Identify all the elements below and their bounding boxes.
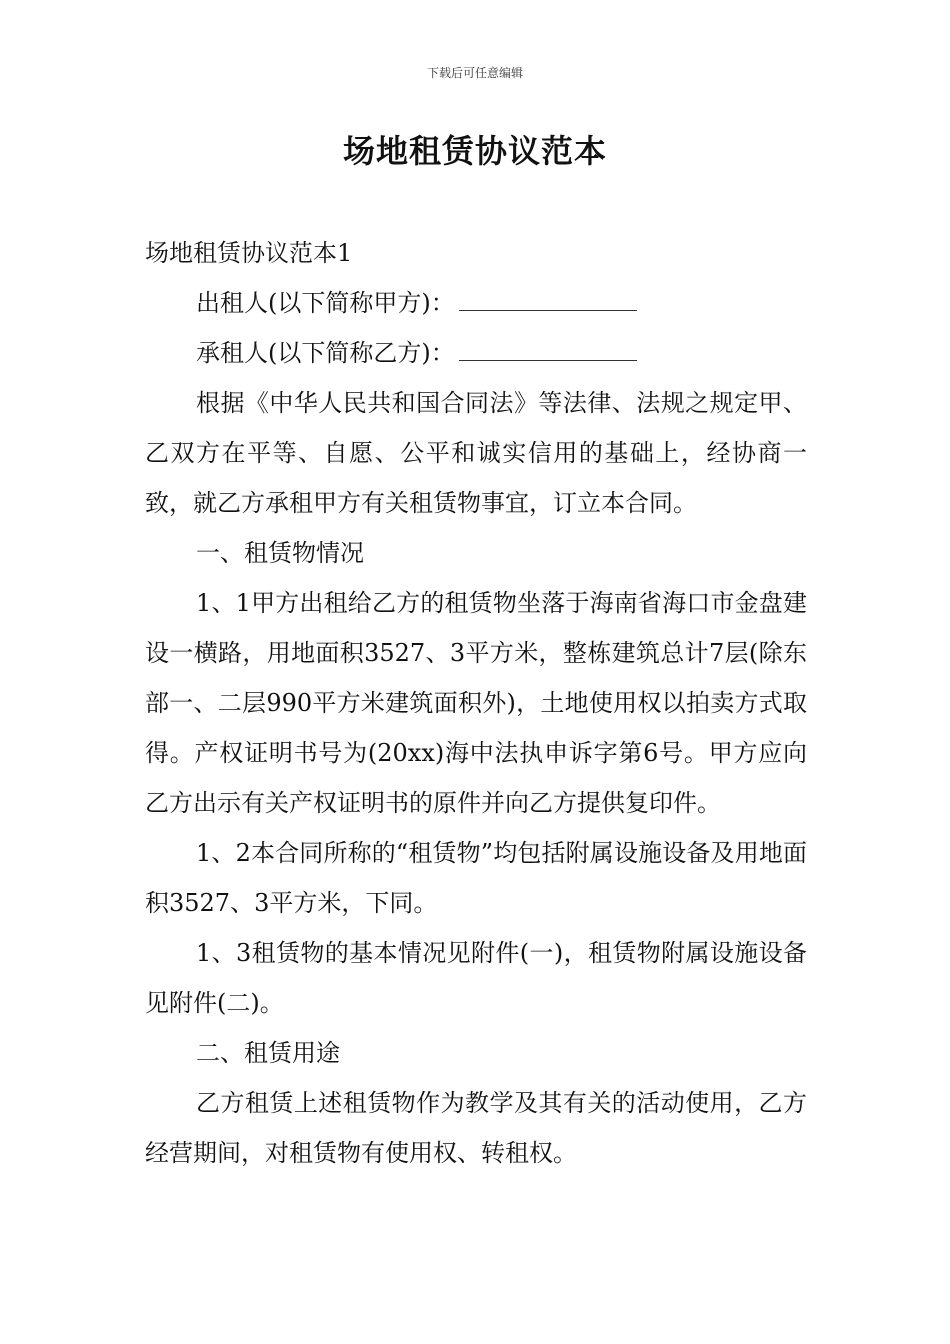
document-title: 场地租赁协议范本 (342, 132, 607, 170)
lessor-label: 出租人(以下简称甲方)： (196, 289, 455, 317)
lessor-line (145, 278, 807, 328)
clause-1-1: 1、1甲方出租给乙方的租赁物坐落于海南省海口市金盘建设一横路，用地面积3527、3平方米，整栋建筑总计7层(除东部一、二层990平方米建筑面积外)，土地使用权以拍卖方式取得。产权证明书号为(20xx)海中法执申诉字第6号。甲方应向乙方出示有关产权证明书的原件并向乙方提供复印件。 (145, 589, 807, 817)
clause-1-3: 1、3租赁物的基本情况见附件(一)，租赁物附属设施设备见附件(二)。 (145, 939, 807, 1017)
document-body (145, 228, 807, 1178)
clause-1-2: 1、2本合同所称的“租赁物”均包括附属设施设备及用地面积3527、3平方米，下同。 (145, 839, 807, 917)
lessee-label: 承租人(以下简称乙方)： (196, 339, 455, 367)
heading-lease-purpose: 二、租赁用途 (196, 1039, 340, 1067)
purpose-paragraph: 乙方租赁上述租赁物作为教学及其有关的活动使用，乙方经营期间，对租赁物有使用权、转租权。 (145, 1089, 807, 1167)
header-note: 下载后可任意编辑 (426, 66, 523, 80)
lessor-blank (459, 286, 637, 311)
section-heading: 场地租赁协议范本1 (145, 239, 353, 267)
lessee-blank (459, 336, 637, 361)
preamble-paragraph: 根据《中华人民共和国合同法》等法律、法规之规定甲、乙双方在平等、自愿、公平和诚实信用的基础上，经协商一致，就乙方承租甲方有关租赁物事宜，订立本合同。 (145, 389, 807, 517)
lessee-line (145, 328, 807, 378)
heading-leased-property: 一、租赁物情况 (196, 539, 364, 567)
